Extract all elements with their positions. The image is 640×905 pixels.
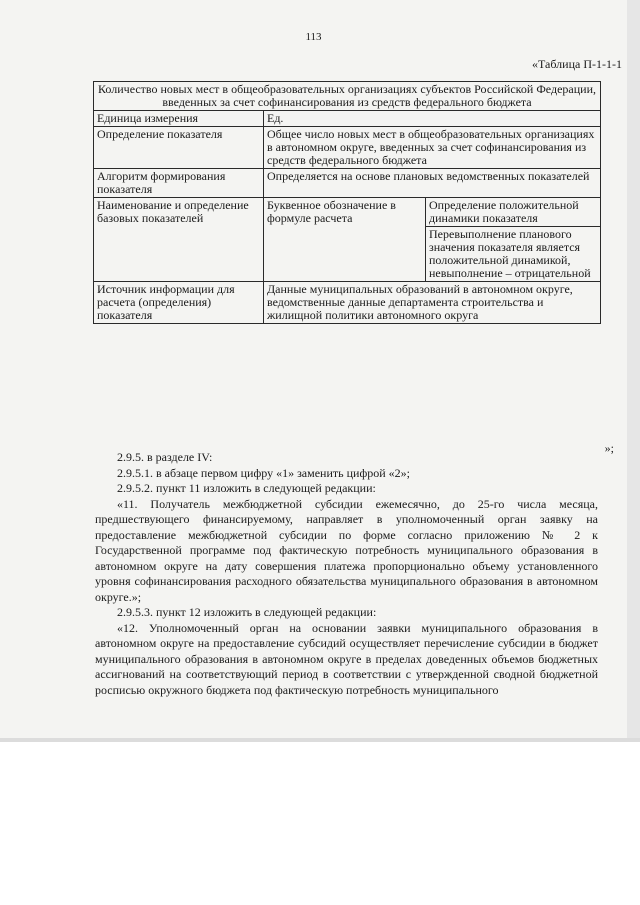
row-positive-dynamics-desc: Перевыполнение планового значения показателя является положительной динамикой, невыполнение – отрицательной xyxy=(426,227,601,282)
indicator-table xyxy=(93,81,601,324)
table-close-quote: »; xyxy=(604,441,614,455)
row-label-definition: Определение показателя xyxy=(94,127,264,169)
scan-edge-bottom xyxy=(0,738,640,742)
row-label-base-indicators: Наименование и определение базовых показателей xyxy=(94,198,264,282)
table-row xyxy=(94,111,601,127)
table-caption: «Таблица П-1-1-1 xyxy=(532,57,622,71)
paragraph: «11. Получатель межбюджетной субсидии ежемесячно, до 25-го числа месяца, предшествующего финансируемому, направляет в уполномоченный орган заявку на предоставление межбюджетной субсидии по форме согласно приложению № 2 к Государственной программе под фактическую потребность муниципального образования в автономном округе на дату совершения платежа пропорционально объему установленного уровня софинансирования расходного обязательства муниципального образования в автономном округе.»; xyxy=(95,496,598,604)
row-label-algorithm: Алгоритм формирования показателя xyxy=(94,169,264,198)
row-value-definition: Общее число новых мест в общеобразовательных организациях в автономном округе, введенных за счет софинансирования из средств федерального бюджета xyxy=(264,127,601,169)
row-label-unit: Единица измерения xyxy=(94,111,264,127)
paragraph: 2.9.5.3. пункт 12 изложить в следующей редакции: xyxy=(117,605,377,619)
paragraph: «12. Уполномоченный орган на основании заявки муниципального образования в автономном округе на предоставление субсидий осуществляет перечисление субсидии в бюджет муниципального образования в автономном округе в пределах доведенных объемов бюджетных ассигнований на соответствующий период в соответствии с утвержденной сводной бюджетной росписью окружного бюджета под фактическую потребность муниципального xyxy=(95,620,598,697)
paragraph: 2.9.5.1. в абзаце первом цифру «1» заменить цифрой «2»; xyxy=(117,465,410,480)
table-row xyxy=(94,282,601,324)
body-text xyxy=(95,450,598,698)
row-letter-designation: Буквенное обозначение в формуле расчета xyxy=(264,198,426,282)
scan-edge-right xyxy=(627,0,640,740)
paragraph: 2.9.5. в разделе IV: xyxy=(117,450,213,464)
row-positive-dynamics: Определение положительной динамики показателя xyxy=(426,198,601,227)
table-row xyxy=(94,198,601,227)
table-header-row xyxy=(94,82,601,111)
row-value-algorithm: Определяется на основе плановых ведомственных показателей xyxy=(264,169,601,198)
paragraph: 2.9.5.2. пункт 11 изложить в следующей редакции: xyxy=(117,481,376,495)
page-number: 113 xyxy=(305,31,322,43)
row-value-unit: Ед. xyxy=(264,111,601,127)
table-row xyxy=(94,127,601,169)
row-label-source: Источник информации для расчета (определения) показателя xyxy=(94,282,264,324)
table-header-cell: Количество новых мест в общеобразовательных организациях субъектов Российской Федерации, введенных за счет софинансирования из средств федерального бюджета xyxy=(94,82,601,111)
table-row xyxy=(94,169,601,198)
row-value-source: Данные муниципальных образований в автономном округе, ведомственные данные департамента строительства и жилищной политики автономного округа xyxy=(264,282,601,324)
